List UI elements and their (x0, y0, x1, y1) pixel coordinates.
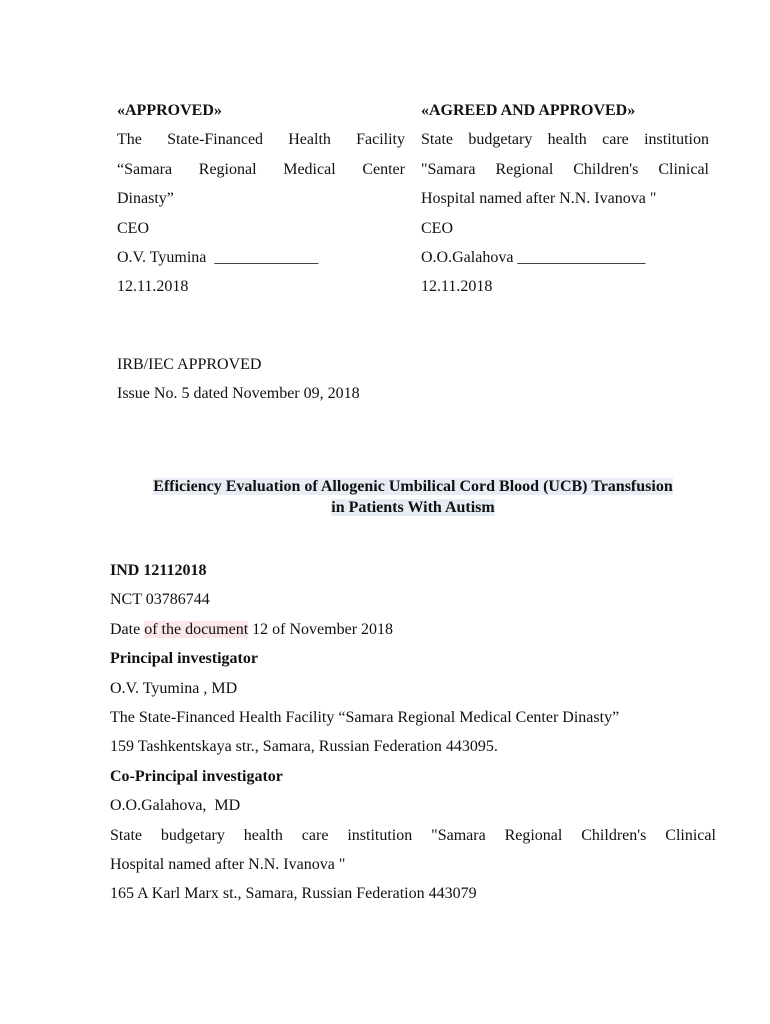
copi-name-text: O.O.Galahova, MD (110, 797, 241, 815)
approval-section (117, 96, 709, 302)
word: budgetary (160, 826, 225, 844)
nct-number: NCT 03786744 (110, 591, 210, 609)
irb-issue: Issue No. 5 dated November 09, 2018 (117, 385, 360, 402)
copi-organization-line-2: Hospital named after N.N. Ivanova " (110, 856, 346, 874)
agreed-org-line-2 (421, 155, 709, 184)
word: "Samara (421, 160, 476, 178)
word: Facility (356, 131, 405, 149)
approved-org-line-2 (117, 155, 405, 184)
word: institution (347, 826, 413, 844)
pi-address: 159 Tashkentskaya str., Samara, Russian Federation 443095. (110, 738, 498, 756)
word: institution (644, 131, 709, 149)
approved-date: 12.11.2018 (117, 278, 189, 296)
approved-signature-blank: _____________ (214, 248, 319, 266)
word: health (243, 826, 283, 844)
approved-left-column (117, 96, 405, 302)
word: State (110, 826, 142, 844)
word: Children's (573, 160, 639, 178)
approved-org-line-3: Dinasty” (117, 190, 174, 208)
copi-name (110, 791, 716, 820)
agreed-signature-blank: ________________ (517, 248, 646, 266)
word: health (547, 131, 587, 149)
pi-name: O.V. Tyumina , MD (110, 679, 238, 697)
approved-role: CEO (117, 219, 149, 237)
copi-heading: Co-Principal investigator (110, 767, 283, 785)
approved-signatory: O.V. Tyumina (117, 248, 207, 266)
word: State-Financed (167, 131, 264, 149)
date-suffix: 12 of November 2018 (248, 620, 394, 638)
word: “Samara (117, 160, 173, 178)
word: care (301, 826, 329, 844)
agreed-org-line-1 (421, 125, 709, 154)
agreed-signatory: O.O.Galahova (421, 248, 514, 266)
word: Regional (198, 160, 257, 178)
irb-status: IRB/IEC APPROVED (117, 356, 262, 373)
irb-section (117, 350, 360, 408)
word: Center (362, 160, 405, 178)
copi-organization-line-1 (110, 821, 716, 850)
word: care (602, 131, 629, 149)
document-date (110, 615, 716, 644)
title-line-2: in Patients With Autism (331, 499, 495, 516)
date-prefix: Date (110, 620, 145, 638)
copi-address: 165 A Karl Marx st., Samara, Russian Federation 443079 (110, 885, 477, 903)
word: Medical (283, 160, 336, 178)
word: budgetary (468, 131, 533, 149)
pi-heading: Principal investigator (110, 650, 258, 668)
agreed-signatory-line (421, 243, 709, 272)
title-line-1: Efficiency Evaluation of Allogenic Umbilical Cord Blood (UCB) Transfusion (153, 478, 673, 495)
word: Clinical (665, 826, 716, 844)
word: Regional (504, 826, 563, 844)
agreed-role: CEO (421, 219, 453, 237)
word: Clinical (658, 160, 709, 178)
agreed-date: 12.11.2018 (421, 278, 493, 296)
approved-signatory-line (117, 243, 405, 272)
study-details (110, 556, 716, 909)
word: "Samara (431, 826, 486, 844)
pi-organization: The State-Financed Health Facility “Samara Regional Medical Center Dinasty” (110, 709, 620, 727)
word: Health (288, 131, 331, 149)
date-highlight: of the document (144, 620, 249, 638)
approved-org-line-1 (117, 125, 405, 154)
word: Children's (581, 826, 647, 844)
word: The (117, 131, 142, 149)
approved-right-column (421, 96, 709, 302)
agreed-heading: «AGREED AND APPROVED» (421, 102, 636, 119)
word: Regional (495, 160, 554, 178)
word: State (421, 131, 453, 149)
document-title (110, 476, 716, 518)
approved-heading: «APPROVED» (117, 102, 222, 119)
ind-number: IND 12112018 (110, 562, 207, 579)
agreed-org-line-3: Hospital named after N.N. Ivanova " (421, 190, 657, 208)
